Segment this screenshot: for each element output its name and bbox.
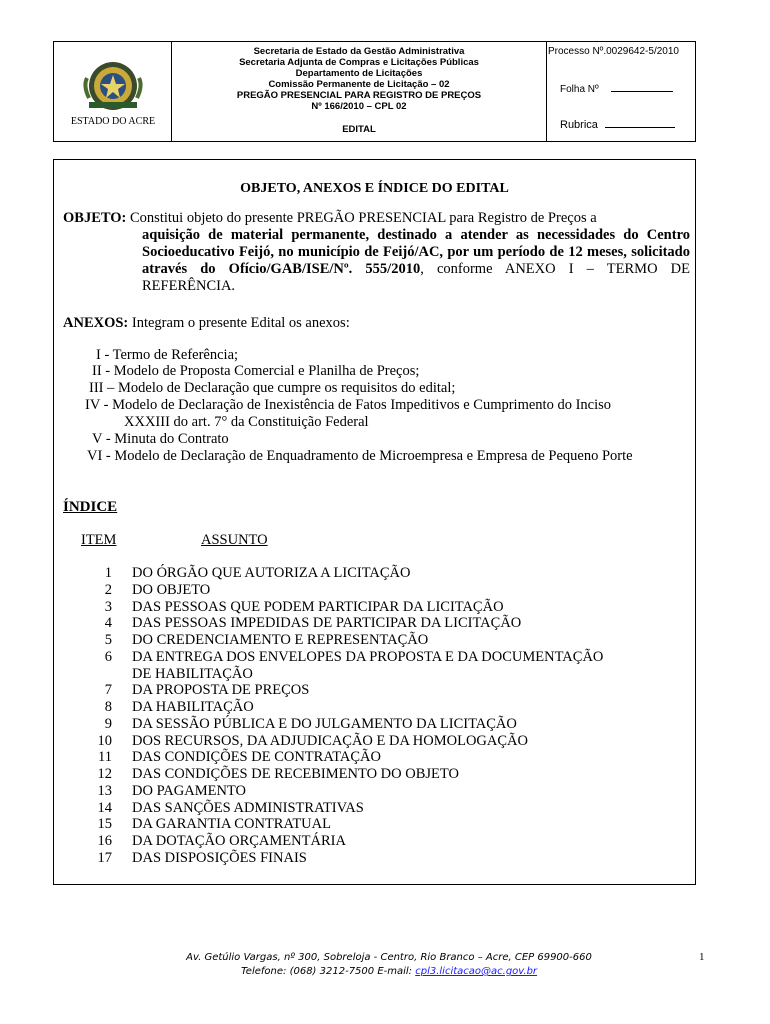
rubrica-blank-line xyxy=(605,127,675,128)
indice-item-number: 8 xyxy=(104,699,112,715)
column-header-item: ITEM xyxy=(81,532,117,548)
indice-item-number: 13 xyxy=(97,782,112,799)
indice-item-number: 11 xyxy=(98,749,112,766)
process-number: Processo Nº.0029642-5/2010 xyxy=(548,46,679,57)
objeto-continuation xyxy=(63,227,690,295)
folha-label: Folha Nº xyxy=(560,84,599,95)
footer-contact xyxy=(4,966,770,977)
objeto-label: OBJETO: xyxy=(63,210,127,226)
indice-item-number: 4 xyxy=(104,615,112,632)
indice-heading: ÍNDICE xyxy=(63,499,118,515)
anexos-text: Integram o presente Edital os anexos: xyxy=(131,315,350,331)
annex-item: II - Modelo de Proposta Comercial e Planilha de Preços; xyxy=(92,363,420,379)
indice-item-subject: DAS CONDIÇÕES DE CONTRATAÇÃO xyxy=(132,749,381,766)
anexos-intro xyxy=(63,315,350,332)
annex-item: V - Minuta do Contrato xyxy=(92,431,229,447)
annex-item: III – Modelo de Declaração que cumpre os requisitos do edital; xyxy=(89,380,456,396)
edital-content-box xyxy=(53,159,696,885)
indice-item-number: 1 xyxy=(104,565,112,581)
indice-item-number: 15 xyxy=(97,816,112,833)
indice-item-subject: DA ENTREGA DOS ENVELOPES DA PROPOSTA E DA DOCUMENTAÇÃO xyxy=(132,648,604,665)
column-header-assunto: ASSUNTO xyxy=(201,532,268,548)
annex-item: VI - Modelo de Declaração de Enquadramento de Microempresa e Empresa de Pequeno Porte xyxy=(87,448,633,464)
indice-item-subject: DO CREDENCIAMENTO E REPRESENTAÇÃO xyxy=(132,632,429,648)
footer-phone: Telefone: (068) 3212-7500 E-mail: xyxy=(240,966,413,977)
rubrica-field xyxy=(560,119,675,131)
header-institution-cell xyxy=(172,42,547,141)
indice-item-subject: DAS DISPOSIÇÕES FINAIS xyxy=(132,849,307,866)
header-line: Departamento de Licitações xyxy=(295,68,423,79)
folha-blank-line xyxy=(611,91,673,92)
anexos-label: ANEXOS: xyxy=(63,315,129,331)
edital-label: EDITAL xyxy=(342,124,376,135)
indice-item-subject: DA SESSÃO PÚBLICA E DO JULGAMENTO DA LICITAÇÃO xyxy=(132,715,517,732)
footer-email-link[interactable]: cpl3.licitacao@ac.gov.br xyxy=(415,966,538,977)
annex-item: I - Termo de Referência; xyxy=(96,347,239,363)
indice-item-subject: DA GARANTIA CONTRATUAL xyxy=(132,816,331,833)
indice-item-subject: DO OBJETO xyxy=(132,581,211,598)
objeto-bold-text: aquisição de material permanente, destinado a atender as necessidades do Centro Socioeducativo Feijó, no município de Feijó/AC, por um período de 12 meses, solicitado através do Ofício/GAB/ISE/Nº. 555/2010 xyxy=(142,227,690,277)
indice-item-subject: DO PAGAMENTO xyxy=(132,782,247,799)
page-number: 1 xyxy=(699,951,705,963)
indice-item-subject: DA DOTAÇÃO ORÇAMENTÁRIA xyxy=(132,833,346,849)
indice-item-subject: DA HABILITAÇÃO xyxy=(132,699,254,715)
state-name: ESTADO DO ACRE xyxy=(70,116,156,127)
indice-item-subject: DE HABILITAÇÃO xyxy=(132,665,253,682)
indice-item-number: 3 xyxy=(104,598,112,615)
section-title: OBJETO, ANEXOS E ÍNDICE DO EDITAL xyxy=(240,181,509,196)
header-logo-cell xyxy=(54,42,172,141)
header-line: Comissão Permanente de Licitação – 02 xyxy=(268,79,450,90)
footer-address: Av. Getúlio Vargas, nº 300, Sobreloja - Centro, Rio Branco – Acre, CEP 69900-660 xyxy=(186,952,592,963)
annex-item: XXXIII do art. 7° da Constituição Federal xyxy=(124,414,369,430)
indice-item-number: 10 xyxy=(97,732,112,749)
indice-item-subject: DO ÓRGÃO QUE AUTORIZA A LICITAÇÃO xyxy=(132,565,411,581)
annex-item: IV - Modelo de Declaração de Inexistência de Fatos Impeditivos e Cumprimento do Inciso xyxy=(85,397,612,413)
indice-item-subject: DAS SANÇÕES ADMINISTRATIVAS xyxy=(132,799,364,816)
indice-item-number: 12 xyxy=(97,766,112,782)
header-line: PREGÃO PRESENCIAL PARA REGISTRO DE PREÇOS xyxy=(236,90,482,101)
header-line: Secretaria de Estado da Gestão Administrativa xyxy=(253,46,465,57)
header-process-cell xyxy=(547,42,695,141)
state-coat-of-arms-icon xyxy=(83,58,143,114)
indice-item-number: 14 xyxy=(97,799,112,816)
folha-field xyxy=(560,84,673,95)
indice-item-number: 5 xyxy=(104,632,112,648)
header-line: Nº 166/2010 – CPL 02 xyxy=(311,101,407,112)
document-header xyxy=(53,41,696,142)
rubrica-label: Rubrica xyxy=(560,119,598,131)
indice-item-subject: DOS RECURSOS, DA ADJUDICAÇÃO E DA HOMOLOGAÇÃO xyxy=(132,732,528,749)
objeto-paragraph xyxy=(63,210,690,295)
indice-item-subject: DAS PESSOAS QUE PODEM PARTICIPAR DA LICITAÇÃO xyxy=(132,598,504,615)
objeto-text-end: , conforme ANEXO I – TERMO DE REFERÊNCIA. xyxy=(142,261,690,294)
indice-item-number: 17 xyxy=(97,849,112,866)
indice-item-number: 9 xyxy=(104,715,112,732)
indice-item-number: 7 xyxy=(104,682,112,699)
indice-item-number: 16 xyxy=(97,833,112,849)
indice-item-subject: DA PROPOSTA DE PREÇOS xyxy=(132,682,310,699)
header-line: Secretaria Adjunta de Compras e Licitações Públicas xyxy=(239,57,479,68)
indice-item-number: 6 xyxy=(104,648,112,665)
objeto-text: Constitui objeto do presente PREGÃO PRESENCIAL para Registro de Preços a xyxy=(130,210,597,226)
indice-item-subject: DAS CONDIÇÕES DE RECEBIMENTO DO OBJETO xyxy=(132,766,459,782)
indice-item-subject: DAS PESSOAS IMPEDIDAS DE PARTICIPAR DA LICITAÇÃO xyxy=(132,615,522,632)
indice-item-number: 2 xyxy=(104,581,112,598)
